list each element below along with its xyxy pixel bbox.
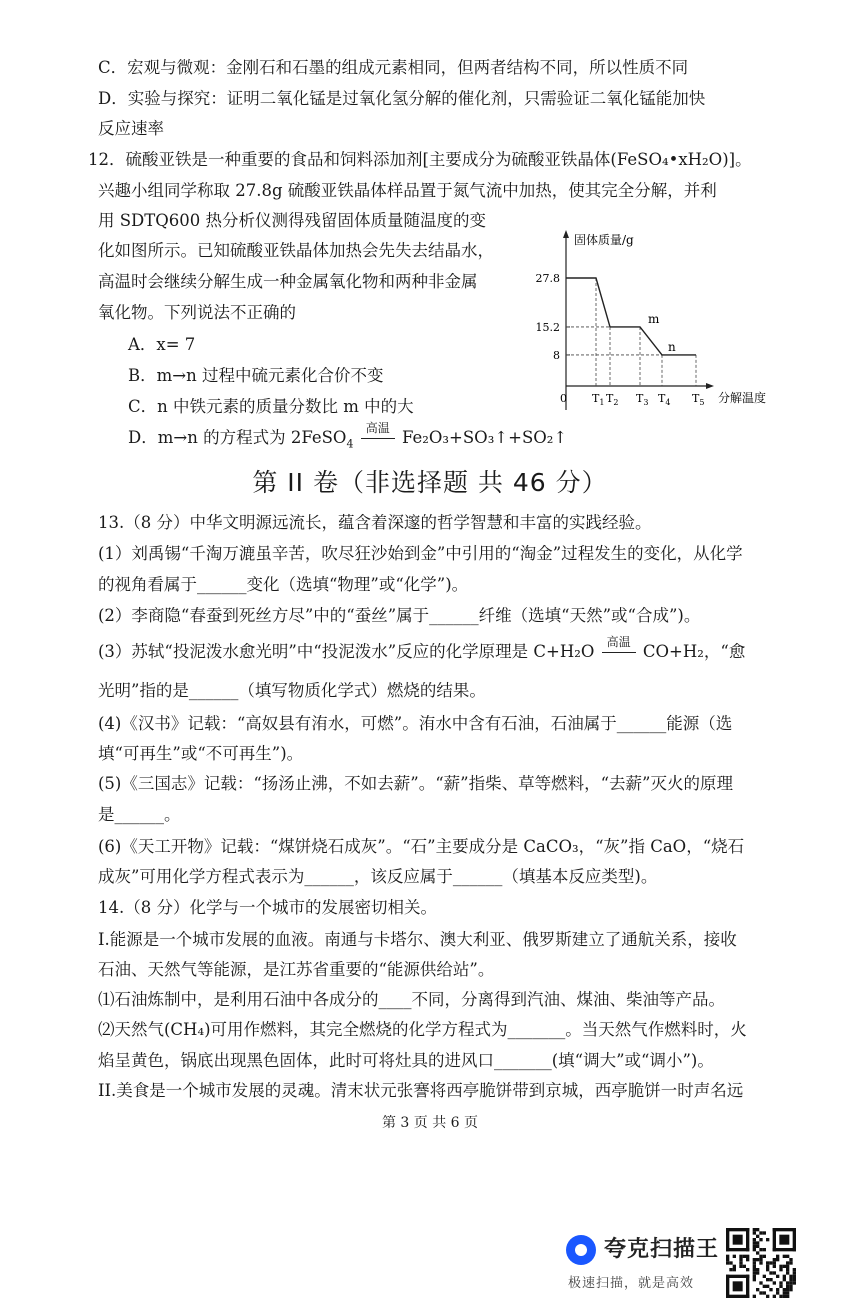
qr-code-icon: [726, 1228, 796, 1298]
question-12-option-c: C．n 中铁元素的质量分数比 m 中的大: [128, 397, 414, 416]
y-tick-label: 8: [553, 348, 560, 362]
x-tick-label: $T_3$: [636, 392, 649, 407]
question-13-6: (6)《天工开物》记载：“煤饼烧石成灰”。“石”主要成分是 CaCO₃，“灰”指 CaO，“烧石: [98, 837, 745, 856]
y-tick-label: 27.8: [535, 272, 560, 285]
question-14-part-2: II.美食是一个城市发展的灵魂。清末状元张謇将西亭脆饼带到京城，西亭脆饼一时声名远: [98, 1081, 744, 1100]
question-13-2: (2）李商隐“春蚕到死丝方尽”中的“蚕丝”属于______纤维（选填“天然”或“合成”)。: [98, 606, 701, 625]
y-tick-label: 15.2: [535, 320, 560, 334]
y-axis-arrow: [563, 230, 569, 238]
x-tick-label: $T_2$: [606, 392, 619, 407]
question-13-1: (1）刘禹锡“千淘万漉虽辛苦，吹尽狂沙始到金”中引用的“淘金”过程发生的变化，从化学: [98, 544, 743, 563]
point-label-m: m: [648, 311, 660, 326]
option-d-prev: D．实验与探究：证明二氧化锰是过氧化氢分解的催化剂，只需验证二氧化锰能加快: [98, 89, 706, 108]
section-title: 第 II 卷（非选择题 共 46 分）: [252, 468, 608, 497]
question-12-stem: 12．硫酸亚铁是一种重要的食品和饲料添加剂[主要成分为硫酸亚铁晶体(FeSO₄•xH₂O)]。: [88, 150, 752, 169]
question-12-option-a: A．x= 7: [128, 335, 196, 354]
question-12-stem-5: 高温时会继续分解生成一种金属氧化物和两种非金属: [98, 272, 478, 291]
reaction-condition-arrow: 高温: [600, 641, 638, 663]
question-13-6-cont: 成灰”可用化学方程式表示为______，该反应属于______（填基本反应类型)。: [98, 867, 658, 886]
page-number: 第 3 页 共 6 页: [381, 1115, 479, 1131]
x-tick-label: $T_5$: [692, 392, 705, 407]
x-tick-label: $T_4$: [658, 392, 671, 407]
brand-name: 夸克扫描王: [604, 1237, 720, 1262]
origin-label: 0: [560, 392, 567, 405]
question-14-2-cont: 焰呈黄色，锅底出现黑色固体，此时可将灶具的进风口_______(填“调大”或“调小”)。: [98, 1051, 714, 1070]
option-c-prev: C．宏观与微观：金刚石和石墨的组成元素相同，但两者结构不同，所以性质不同: [98, 58, 689, 77]
question-13-3: (3）苏轼“投泥泼水愈光明”中“投泥泼水”反应的化学原理是 C+H₂O 高温 CO+H₂，“愈: [98, 635, 746, 661]
question-12-stem-4: 化如图所示。已知硫酸亚铁晶体加热会先失去结晶水，: [98, 241, 494, 260]
series-line: [566, 278, 696, 355]
x-axis-label: 分解温度: [718, 391, 767, 405]
question-12-option-b: B．m→n 过程中硫元素化合价不变: [128, 366, 384, 385]
option-d-prev-cont: 反应速率: [98, 119, 164, 138]
mass-temperature-chart: [530, 228, 770, 418]
question-14-part-1-cont: 石油、天然气等能源，是江苏省重要的“能源供给站”。: [98, 960, 495, 979]
x-axis-arrow: [706, 383, 714, 389]
brand-logo-icon: [566, 1235, 596, 1265]
reaction-condition-arrow: 高温: [359, 427, 397, 449]
question-13-3-cont: 光明”指的是______（填写物质化学式）燃烧的结果。: [98, 681, 486, 700]
question-12-option-d: D．m→n 的方程式为 2FeSO$_4$ 高温 Fe₂O₃+SO₃↑+SO₂↑: [128, 421, 568, 451]
question-14-1: ⑴石油炼制中，是利用石油中各成分的____不同，分离得到汽油、煤油、柴油等产品。: [98, 990, 725, 1009]
question-14-part-1: I.能源是一个城市发展的血液。南通与卡塔尔、澳大利亚、俄罗斯建立了通航关系，接收: [98, 930, 737, 949]
x-tick-label: $T_1$: [592, 392, 605, 407]
question-13-stem: 13.（8 分）中华文明源远流长，蕴含着深邃的哲学智慧和丰富的实践经验。: [98, 513, 652, 532]
brand-slogan: 极速扫描，就是高效: [568, 1276, 695, 1291]
question-12-stem-2: 兴趣小组同学称取 27.8g 硫酸亚铁晶体样品置于氮气流中加热，使其完全分解，并利: [98, 181, 717, 200]
question-13-5-cont: 是______。: [98, 805, 181, 824]
question-13-5: (5)《三国志》记载：“扬汤止沸，不如去薪”。“薪”指柴、草等燃料，“去薪”灭火的原理: [98, 774, 733, 793]
y-axis-label: 固体质量/g: [574, 233, 634, 247]
question-13-1-cont: 的视角看属于______变化（选填“物理”或“化学”)。: [98, 575, 469, 594]
question-13-4: (4)《汉书》记载：“高奴县有洧水，可燃”。洧水中含有石油，石油属于______能源（选: [98, 714, 733, 733]
question-13-4-cont: 填“可再生”或“不可再生”)。: [98, 744, 304, 763]
question-12-stem-3: 用 SDTQ600 热分析仪测得残留固体质量随温度的变: [98, 211, 487, 230]
question-12-stem-6: 氧化物。下列说法不正确的: [98, 303, 296, 322]
question-14-2: ⑵天然气(CH₄)可用作燃料，其完全燃烧的化学方程式为_______。当天然气作燃料时，火: [98, 1020, 747, 1039]
point-label-n: n: [668, 339, 676, 354]
question-14-stem: 14.（8 分）化学与一个城市的发展密切相关。: [98, 898, 437, 917]
